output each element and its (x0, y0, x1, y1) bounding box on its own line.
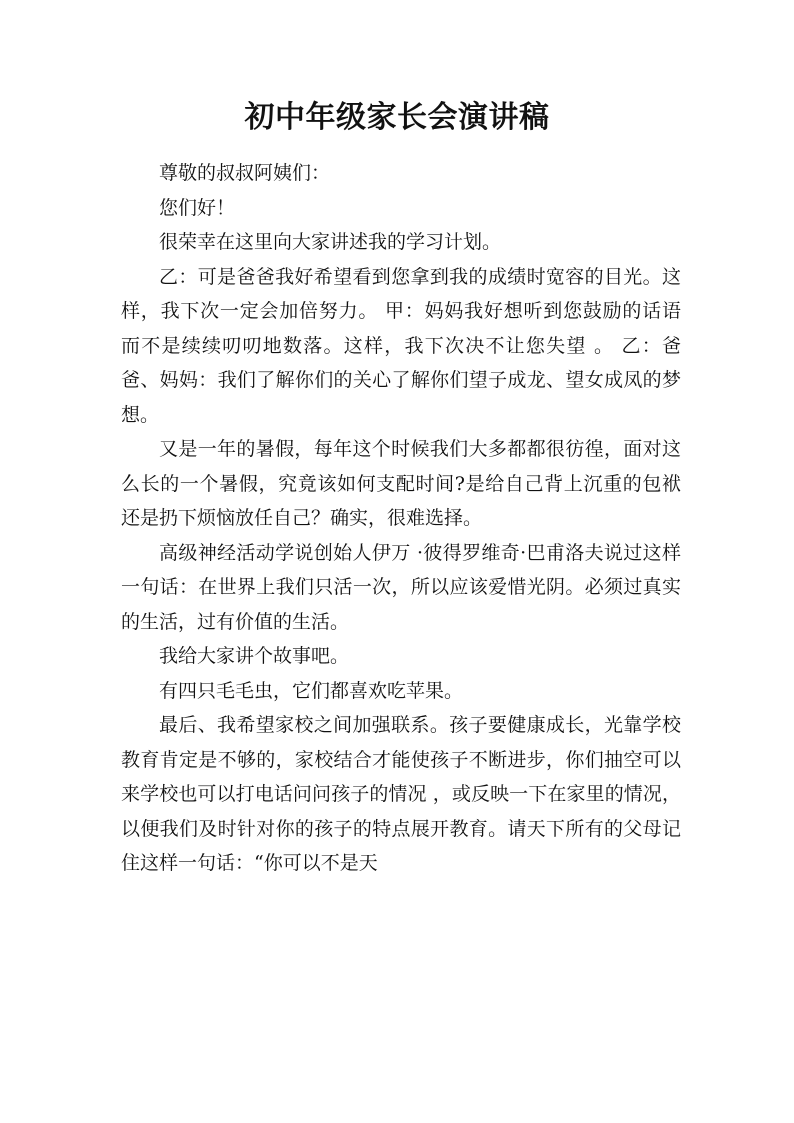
paragraph-summer: 又是一年的暑假，每年这个时候我们大多都都很彷徨，面对这么长的一个暑假，究竟该如何支配时间?是给自己背上沉重的包袱还是扔下烦恼放任自己？确实，很难选择。 (121, 438, 681, 529)
paragraph-story-intro: 我给大家讲个故事吧。 (159, 645, 350, 667)
document-title: 初中年级家长会演讲稿 (244, 100, 550, 135)
paragraph-caterpillars: 有四只毛毛虫，它们都喜欢吃苹果。 (159, 679, 464, 702)
paragraph-dialogue: 乙：可是爸爸我好希望看到您拿到我的成绩时宽容的目光。这样，我下次一定会加倍努力。 甲：妈妈我好想听到您鼓励的话语 而不是续续叨叨地数落。这样，我下次决不让您失望 。 乙：爸爸、妈妈：我们了解你们的关心了解你们望子成龙、望女成凤的梦想。 (121, 265, 681, 426)
paragraph-intro: 很荣幸在这里向大家讲述我的学习计划。 (159, 231, 502, 253)
paragraph-closing: 最后、我希望家校之间加强联系。孩子要健康成长，光靠学校教育肯定是不够的，家校结合才能使孩子不断进步，你们抽空可以来学校也可以打电话问问孩子的情况 ，或反映一下在家里的情况，以便我们及时针对你的孩子的特点展开教育。请天下所有的父母记住这样一句话：“你可以不是天 (121, 714, 681, 874)
paragraph-quote: 高级神经活动学说创始人伊万 ·彼得罗维奇·巴甫洛夫说过这样一句话：在世界上我们只活一次，所以应该爱惜光阴。必须过真实的生活，过有价值的生活。 (121, 541, 681, 633)
paragraph-hello: 您们好！ (159, 196, 236, 219)
document-body (121, 156, 681, 881)
paragraph-greeting: 尊敬的叔叔阿姨们： (159, 162, 331, 184)
